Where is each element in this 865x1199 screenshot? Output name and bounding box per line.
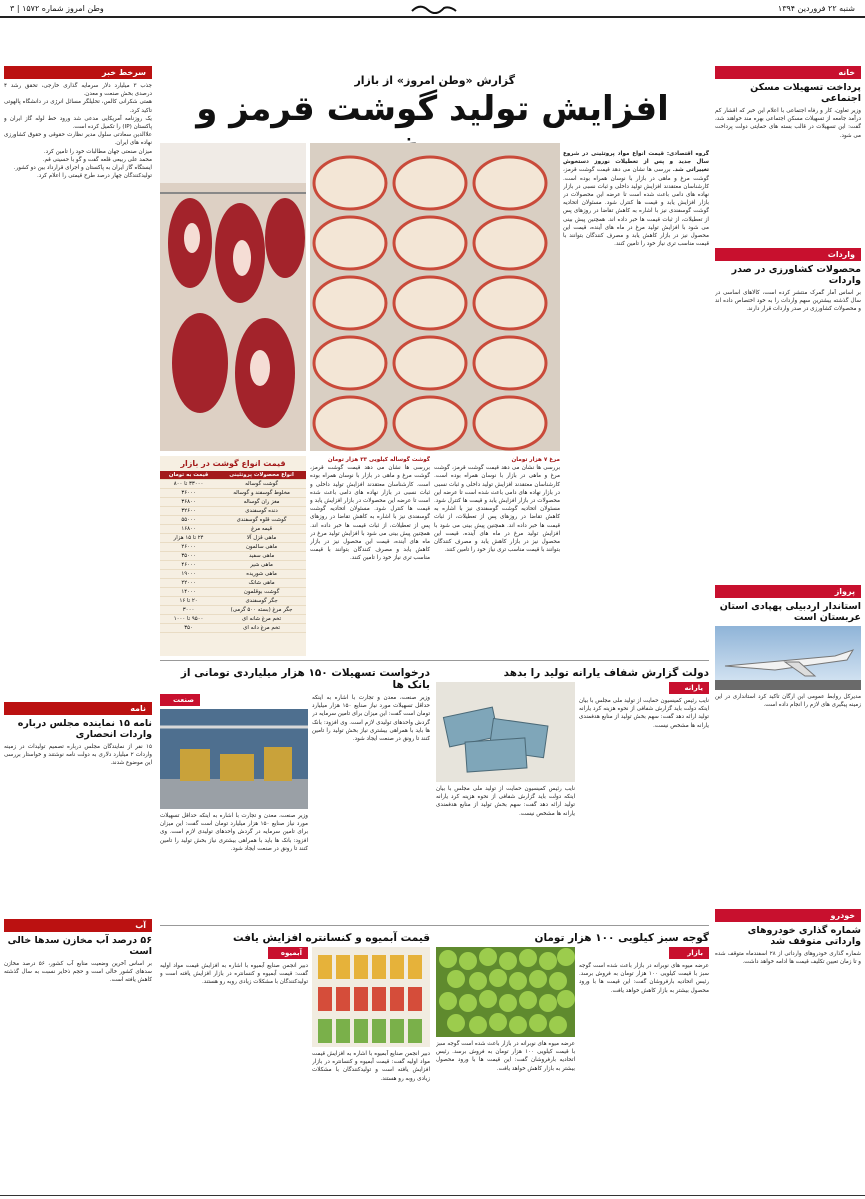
right-tag-2: واردات xyxy=(715,248,861,261)
green-plum-photo xyxy=(436,947,575,1037)
right-body-4: شماره گذاری خودروهای وارداتی از ۲۸ اسفندماه متوقف شده و تا زمان تعیین تکلیف قیمت ها ادامه خواهد داشت. xyxy=(715,951,861,966)
left-body-3: بر اساس آخرین وضعیت منابع آب کشور، ۵۶ درصد مخازن سدهای کشور خالی است و حجم ذخایر نسبت به سال گذشته کاهش یافته است. xyxy=(4,961,152,984)
price-table-header xyxy=(160,471,306,480)
header-issue: وطن امروز شماره ۱۵۷۲ | ۳ xyxy=(10,3,104,13)
article-loans-body-2: وزیر صنعت، معدن و تجارت با اشاره به اینکه حداقل تسهیلات مورد نیاز صنایع ۱۵۰ هزار میلیارد تومان است گفت: این میزان برای تامین سرمایه در گردش واحدهای تولیدی لازم است. وی افزود: بانک ها باید با همراهی بیشتری نیاز بخش تولید را تامین کنند تا رونق در صنعت ایجاد شود. xyxy=(160,813,308,852)
article-loans-title: درخواست تسهیلات ۱۵۰ هزار میلیاردی تومانی از بانک ها xyxy=(180,667,430,691)
price-table-row xyxy=(160,480,306,489)
product-name: ماهی قزل آلا xyxy=(217,534,306,543)
product-price: ۳۶۰۰۰ xyxy=(160,489,217,498)
money-photo xyxy=(436,682,575,782)
left-tag-3: آب xyxy=(4,919,152,932)
price-table-box xyxy=(160,456,306,656)
product-price: ۳۲۶۰۰ xyxy=(160,507,217,516)
main-body-col-2 xyxy=(434,456,560,656)
left-tag-2: نامه xyxy=(4,702,152,715)
top-bar xyxy=(0,0,865,18)
divider-2 xyxy=(160,925,709,926)
right-tag-4: خودرو xyxy=(715,909,861,922)
product-name: ماهی شیر xyxy=(217,561,306,570)
product-price: ۳۰۰۰ xyxy=(160,606,217,615)
product-name: دنده گوسفندی xyxy=(217,507,306,516)
article-plum-body-2: عرضه میوه های نوبرانه در بازار باعث شده است گوجه سبز با قیمت کیلویی ۱۰۰ هزار تومان به فروش برسد. رئیس اتحادیه بارفروشان گفت: این قیمت ها با ورود محصول بیشتر به بازار کاهش خواهد یافت. xyxy=(436,1041,575,1072)
main-body-col-1 xyxy=(563,150,709,655)
price-table-row xyxy=(160,507,306,516)
article-loans-tag: صنعت xyxy=(160,694,200,706)
price-table-row xyxy=(160,525,306,534)
product-price: ۲۰ تا ۱۶ xyxy=(160,597,217,606)
price-rows xyxy=(160,480,306,633)
article-subsidy-title: دولت گزارش شفاف یارانه تولید را بدهد xyxy=(503,667,709,679)
right-tag-1: خانه xyxy=(715,66,861,79)
article-plum-title: گوجه سبز کیلویی ۱۰۰ هزار تومان xyxy=(534,932,709,944)
product-price: ۳۵۰ xyxy=(160,624,217,633)
main-headline: افزایش تولید گوشت قرمز و xyxy=(196,89,669,129)
article-loans xyxy=(160,664,430,932)
product-price: ۲۴ تا ۱۵ هزار xyxy=(160,534,217,543)
issue-text: وطن امروز شماره ۱۵۷۲ xyxy=(22,3,104,13)
left-news-item: یک روزنامه آمریکایی مدعی شد ورود خط لوله گاز ایران و پاکستان (IP) را تکمیل کرده است. xyxy=(4,115,152,131)
left-tag-1: سرخط خبر xyxy=(4,66,152,79)
article-juice-tag: آبمیوه xyxy=(268,947,308,959)
product-price: ۱۶۸۰۰ xyxy=(160,525,217,534)
left-news-item: ایستگاه گاز ایران به پاکستان و اجرای قرارداد بین دو کشور. xyxy=(13,165,152,172)
right-body-1: وزیر تعاون، کار و رفاه اجتماعی با اعلام این خبر که اقشار کم درآمد جامعه از تسهیلات مسکن اجتماعی بهره مند خواهند شد، گفت: این تسهیلات در قالب بسته های حمایتی دولت پرداخت می شود. xyxy=(715,108,861,139)
product-name: ماهی شانک xyxy=(217,579,306,588)
price-table-row xyxy=(160,606,306,615)
product-name: ماهی سالمون xyxy=(217,543,306,552)
left-title-2: نامه ۱۵ نماینده مجلس درباره واردات انحصاری xyxy=(17,718,152,740)
left-title-3: ۵۶ درصد آب مخازن سدها خالی است xyxy=(7,935,152,957)
price-table-row xyxy=(160,561,306,570)
product-price: ۲۶۰۰۰ xyxy=(160,543,217,552)
article-plum-body: عرضه میوه های نوبرانه در بازار باعث شده است گوجه سبز با قیمت کیلویی ۱۰۰ هزار تومان به فروش برسد. رئیس اتحادیه بارفروشان گفت: این قیمت ها با ورود محصول بیشتر به بازار کاهش خواهد یافت. xyxy=(579,963,709,994)
product-name: جگر مرغ (بسته ۵۰۰ گرمی) xyxy=(217,606,306,615)
main-body-text-2: بررسی ها نشان می دهد قیمت گوشت قرمز، گوشت مرغ و ماهی در بازار با نوسان همراه بوده است. کارشناسان معتقدند افزایش تولید داخلی و ثبات نسبی در بازار نهاده های دامی باعث شده است تا عرضه این محصولات در بازار افزایش یابد و قیمت ها کنترل شود. مسئولان اتحادیه گوشت گوسفندی نیز با اشاره به کاهش تقاضا در روزهای پس از تعطیلات، از ثبات قیمت ها خبر داده اند. همچنین پیش بینی می شود با افزایش تولید مرغ در ماه های آینده، قیمت این محصول نیز در بازار کاهش یابد و مصرف کنندگان بتوانند با قیمت مناسب تری نیاز خود را تامین کنند. xyxy=(434,465,560,554)
price-table-title: قیمت انواع گوشت در بازار xyxy=(180,459,286,468)
left-body-2: ۱۵ نفر از نمایندگان مجلس درباره تصمیم تولیدات در زمینه واردات ۲ میلیارد دلاری به دولت نامه نوشتند و خواستار بررسی این موضوع شدند. xyxy=(4,744,152,767)
right-body-3: مدیرکل روابط عمومی این ارگان تاکید کرد استانداری در این زمینه پیگیری های لازم را انجام داده است. xyxy=(715,694,861,709)
article-subsidy-tag: یارانه xyxy=(669,682,709,694)
left-news-item: تولیدکنندگان چهار درصد طرح قیمتی را اعلام کرد. xyxy=(36,173,152,180)
main-lead: گروه اقتصادی: قیمت انواع مواد پروتئینی در شروع سال جدید و پس از تعطیلات نوروز دستخوش تغییراتی شد. xyxy=(563,151,709,174)
article-subsidy-body: نایب رئیس کمیسیون حمایت از تولید ملی مجلس با بیان اینکه دولت باید گزارش شفافی از نحوه هزینه کرد یارانه تولید ارائه دهد گفت: سهم بخش تولید از منابع هدفمندی یارانه ها مشخص نیست. xyxy=(579,698,709,729)
juice-shelf-photo xyxy=(312,947,430,1047)
right-body-2: بر اساس آمار گمرک منتشر کرده است، کالاهای اساسی در سال گذشته بیشترین سهم واردات را به خود اختصاص داده اند و محصولات کشاورزی در صدر واردات قرار دارند. xyxy=(715,290,861,313)
product-name: گوشت قلوه گوسفندی xyxy=(217,516,306,525)
price-table-row xyxy=(160,552,306,561)
main-body-text-3: بررسی ها نشان می دهد قیمت گوشت قرمز، گوشت مرغ و ماهی در بازار با نوسان همراه بوده است. کارشناسان معتقدند افزایش تولید داخلی و ثبات نسبی در بازار نهاده های دامی باعث شده است تا عرضه این محصولات در بازار افزایش یابد و قیمت ها کنترل شود. مسئولان اتحادیه گوشت گوسفندی نیز با اشاره به کاهش تقاضا در روزهای پس از تعطیلات، از ثبات قیمت ها خبر داده اند. همچنین پیش بینی می شود با افزایش تولید مرغ در ماه های آینده، قیمت این محصول نیز در بازار کاهش یابد و مصرف کنندگان بتوانند با قیمت مناسب تری نیاز خود را تامین کنند. xyxy=(310,465,430,562)
product-price: ۹۵۰۰ تا ۱۰۰۰ xyxy=(160,615,217,624)
meat-photo-left xyxy=(160,143,306,451)
article-juice-title: قیمت آبمیوه و کنسانتره افزایش یافت xyxy=(232,932,430,944)
product-price: ۱۹۰۰۰ xyxy=(160,570,217,579)
main-kicker: گزارش «وطن امروز» از بازار xyxy=(354,74,515,87)
left-news-item: همتی شکرانی کالس، تحلیلگر مسائل انرژی در دانشگاه پالهوتی تاکید کرد. xyxy=(4,99,152,114)
left-news-item: محمد علی ربیعی قلعه گفت و گو با حسینی قم. xyxy=(42,156,152,163)
product-name: مخلوط گوسفند و گوساله xyxy=(217,489,306,498)
price-table-row xyxy=(160,516,306,525)
main-body-text: بررسی ها نشان می دهد قیمت گوشت قرمز، گوشت مرغ و ماهی در بازار با نوسان همراه بوده است. کارشناسان معتقدند افزایش تولید داخلی و ثبات نسبی در بازار نهاده های دامی باعث شده است تا عرضه این محصولات در بازار افزایش یابد و قیمت ها کنترل شود. مسئولان اتحادیه گوشت گوسفندی نیز با اشاره به کاهش تقاضا در روزهای پس از تعطیلات، از ثبات قیمت ها خبر داده اند. همچنین پیش بینی می شود با افزایش تولید مرغ در ماه های آینده، قیمت این محصول نیز در بازار کاهش یابد و مصرف کنندگان بتوانند با قیمت مناسب تری نیاز خود را تامین کنند. xyxy=(563,167,709,248)
newspaper-logo xyxy=(410,2,458,17)
header-date: شنبه ۲۲ فروردین ۱۳۹۴ xyxy=(777,3,855,13)
product-name: تخم مرغ شانه ای xyxy=(217,615,306,624)
left-news-item: جذب ۳ میلیارد دلار سرمایه گذاری خارجی، تحقق رشد ۴ درصدی بخش صنعت و معدن. xyxy=(4,83,152,98)
left-news-list xyxy=(4,82,152,682)
article-plum-tag: بازار xyxy=(669,947,709,959)
sub-heading-2: گوشت گوساله کیلویی ۳۳ هزار تومان xyxy=(327,457,430,463)
price-table xyxy=(160,471,306,633)
product-name: گوشت گوساله xyxy=(217,480,306,489)
airplane-photo xyxy=(715,626,861,690)
product-price: ۱۴۰۰۰ xyxy=(160,588,217,597)
product-price: ۵۵۰۰۰ xyxy=(160,516,217,525)
product-name: مغز ران گوساله xyxy=(217,498,306,507)
price-table-row xyxy=(160,624,306,633)
article-subsidy xyxy=(436,664,709,907)
product-price: ۳۵۰۰۰ xyxy=(160,552,217,561)
right-column xyxy=(715,66,861,1155)
page-number: ۳ xyxy=(10,3,15,13)
bottom-rule xyxy=(0,1195,865,1196)
right-title-4: شماره گذاری خودروهای وارداتی متوقف شد xyxy=(747,925,861,947)
article-loans-body: وزیر صنعت، معدن و تجارت با اشاره به اینکه حداقل تسهیلات مورد نیاز صنایع ۱۵۰ هزار میلیارد تومان است گفت: این میزان برای تامین سرمایه در گردش واحدهای تولیدی لازم است. وی افزود: بانک ها باید با همراهی بیشتری نیاز بخش تولید را تامین کنند تا رونق در صنعت ایجاد شود. xyxy=(312,695,430,743)
article-subsidy-body-2: نایب رئیس کمیسیون حمایت از تولید ملی مجلس با بیان اینکه دولت باید گزارش شفافی از نحوه هزینه کرد یارانه تولید ارائه دهد گفت: سهم بخش تولید از منابع هدفمندی یارانه ها مشخص نیست. xyxy=(436,786,575,817)
right-title-3: استاندار اردبیلی پهپادی استان عربستان است xyxy=(719,601,861,623)
price-table-row xyxy=(160,489,306,498)
right-title-1: پرداخت تسهیلات مسکن اجتماعی xyxy=(750,82,861,104)
col-product-header: انواع محصولات پروتئینی xyxy=(217,471,306,480)
price-table-row xyxy=(160,579,306,588)
article-juice-body: دبیر انجمن صنایع آبمیوه با اشاره به افزایش قیمت مواد اولیه گفت: قیمت آبمیوه و کنسانتره در بازار افزایش یافته است و تولیدکنندگان با مشکلات زیادی روبه رو هستند. xyxy=(312,1051,430,1082)
left-news-item: علاالدین سعادتی سلول مدیر نظارت حقوقی و حقوق کشاورزی نهاده های ایران. xyxy=(4,132,152,147)
right-tag-3: پرواز xyxy=(715,585,861,598)
col-price-header: قیمت به تومان xyxy=(160,471,217,480)
price-table-row xyxy=(160,534,306,543)
product-name: تخم مرغ دانه ای xyxy=(217,624,306,633)
price-table-row xyxy=(160,588,306,597)
factory-photo xyxy=(160,709,308,809)
price-table-row xyxy=(160,615,306,624)
article-plum xyxy=(436,929,709,1182)
product-price: ۲۲۰۰۰ xyxy=(160,579,217,588)
product-name: گوشت بوقلمون xyxy=(217,588,306,597)
price-table-row xyxy=(160,570,306,579)
main-body-col-3 xyxy=(310,456,430,656)
right-title-2: محصولات کشاورزی در صدر واردات xyxy=(731,264,861,286)
left-column xyxy=(4,66,152,1120)
divider xyxy=(160,660,709,661)
sub-heading-1: مرغ ۷ هزار تومان xyxy=(511,457,560,463)
product-name: ماهی سفید xyxy=(217,552,306,561)
chicken-photo xyxy=(310,143,560,451)
product-price: ۳۳۰۰۰ تا ۸۰۰ xyxy=(160,480,217,489)
product-price: ۴۶۰۰۰ xyxy=(160,561,217,570)
price-table-row xyxy=(160,543,306,552)
price-table-row xyxy=(160,597,306,606)
product-name: ماهی شوریده xyxy=(217,570,306,579)
product-name: جگر گوسفندی xyxy=(217,597,306,606)
left-news-item: میزان صنعتی جهان مطالبات خود را تامین کرد. xyxy=(43,148,152,155)
article-juice-body-2: دبیر انجمن صنایع آبمیوه با اشاره به افزایش قیمت مواد اولیه گفت: قیمت آبمیوه و کنسانتره در بازار افزایش یافته است و تولیدکنندگان با مشکلات زیادی روبه رو هستند. xyxy=(160,963,308,986)
article-juice xyxy=(160,929,430,1187)
product-price: ۳۶۸۰۰ xyxy=(160,498,217,507)
product-name: قیمه مرغ xyxy=(217,525,306,534)
price-table-row xyxy=(160,498,306,507)
